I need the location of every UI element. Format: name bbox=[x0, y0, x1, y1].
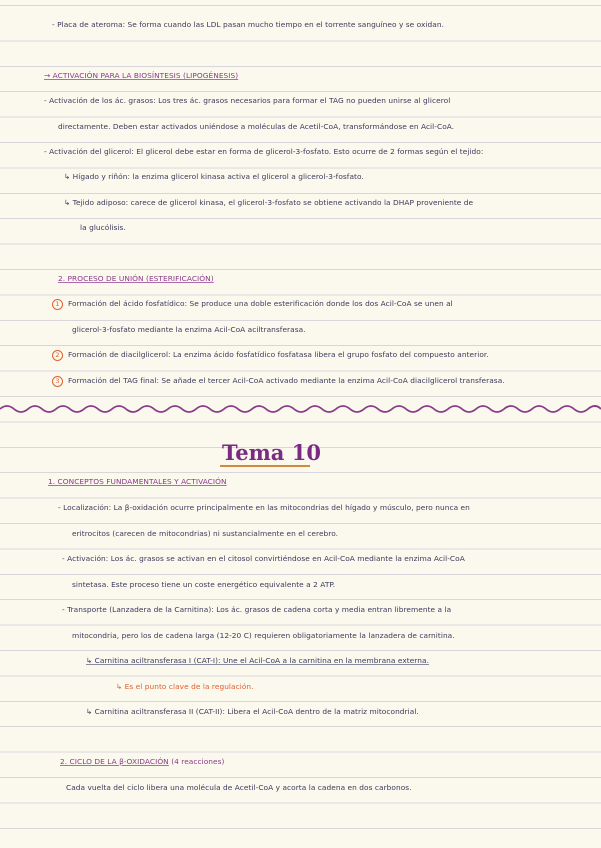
note-subline: ↳ Hígado y riñón: la enzima glicerol kinasa activa el glicerol a glicerol-3-fosfato. bbox=[64, 172, 364, 181]
wavy-divider-line bbox=[0, 406, 601, 412]
section-heading-ciclo: 2. CICLO DE LA β-OXIDACIÓN bbox=[60, 757, 169, 766]
number-badge: 1 bbox=[52, 299, 63, 310]
note-line: eritrocitos (carecen de mitocondrias) ni sustancialmente en el cerebro. bbox=[72, 529, 339, 538]
note-line: - Transporte (Lanzadera de la Carnitina): Los ác. grasos de cadena corta y media entran libremente a la bbox=[62, 605, 452, 614]
note-subline: la glucólisis. bbox=[80, 223, 126, 232]
title-underline bbox=[220, 465, 310, 467]
note-subline: ↳ Tejido adiposo: carece de glicerol kinasa, el glicerol-3-fosfato se obtiene activando la DHAP proveniente de bbox=[64, 198, 474, 207]
numbered-text: Formación de diacilglicerol: La enzima ácido fosfatídico fosfatasa libera el grupo fosfato del compuesto anterior. bbox=[68, 350, 489, 359]
note-line: - Activación: Los ác. grasos se activan en el citosol convirtiéndose en Acil-CoA mediante la enzima Acil-CoA bbox=[62, 554, 465, 563]
note-subline: ↳ Carnitina aciltransferasa I (CAT-I): Une el Acil-CoA a la carnitina en la membrana externa. bbox=[86, 656, 429, 665]
numbered-line bbox=[52, 298, 453, 310]
number-badge: 3 bbox=[52, 376, 63, 387]
note-line: mitocondria, pero los de cadena larga (12-20 C) requieren obligatoriamente la lanzadera de carnitina. bbox=[72, 631, 455, 640]
wavy-divider bbox=[0, 398, 601, 420]
note-line: - Activación de los ác. grasos: Los tres ác. grasos necesarios para formar el TAG no pueden unirse al glicerol bbox=[44, 96, 451, 105]
numbered-text: Formación del ácido fosfatídico: Se produce una doble esterificación donde los dos Acil-CoA se unen al bbox=[68, 299, 453, 308]
note-subline: ↳ Carnitina aciltransferasa II (CAT-II): Libera el Acil-CoA dentro de la matriz mitocondrial. bbox=[86, 707, 419, 716]
note-line: directamente. Deben estar activados uniéndose a moléculas de Acetil-CoA, transformándose en Acil-CoA. bbox=[58, 122, 455, 131]
heading-note: (4 reacciones) bbox=[171, 757, 225, 766]
note-line: glicerol-3-fosfato mediante la enzima Acil-CoA aciltransferasa. bbox=[72, 325, 306, 334]
note-line: Cada vuelta del ciclo libera una molécula de Acetil-CoA y acorta la cadena en dos carbonos. bbox=[66, 783, 412, 792]
section-heading-activacion: → ACTIVACIÓN PARA LA BIOSÍNTESIS (LIPOGÉNESIS) bbox=[44, 71, 239, 80]
note-line: sintetasa. Este proceso tiene un coste energético equivalente a 2 ATP. bbox=[72, 580, 336, 589]
section-heading-conceptos: 1. CONCEPTOS FUNDAMENTALES Y ACTIVACIÓN bbox=[48, 477, 227, 486]
page-title: Tema 10 bbox=[222, 440, 321, 465]
section-heading-union: 2. PROCESO DE UNIÓN (ESTERIFICACIÓN) bbox=[58, 274, 214, 283]
section-heading-ciclo-row bbox=[60, 756, 224, 768]
numbered-line bbox=[52, 349, 489, 361]
number-badge: 2 bbox=[52, 350, 63, 361]
numbered-text: Formación del TAG final: Se añade el tercer Acil-CoA activado mediante la enzima Acil-CoA diacilglicerol transferasa. bbox=[68, 376, 505, 385]
numbered-line bbox=[52, 375, 505, 387]
key-note: ↳ Es el punto clave de la regulación. bbox=[116, 682, 254, 691]
note-line: - Localización: La β-oxidación ocurre principalmente en las mitocondrias del hígado y músculo, pero nunca en bbox=[58, 503, 470, 512]
note-line: - Activación del glicerol: El glicerol debe estar en forma de glicerol-3-fosfato. Esto ocurre de 2 formas según el tejido: bbox=[44, 147, 484, 156]
note-line: - Placa de ateroma: Se forma cuando las LDL pasan mucho tiempo en el torrente sanguíneo y se oxidan. bbox=[52, 20, 444, 29]
